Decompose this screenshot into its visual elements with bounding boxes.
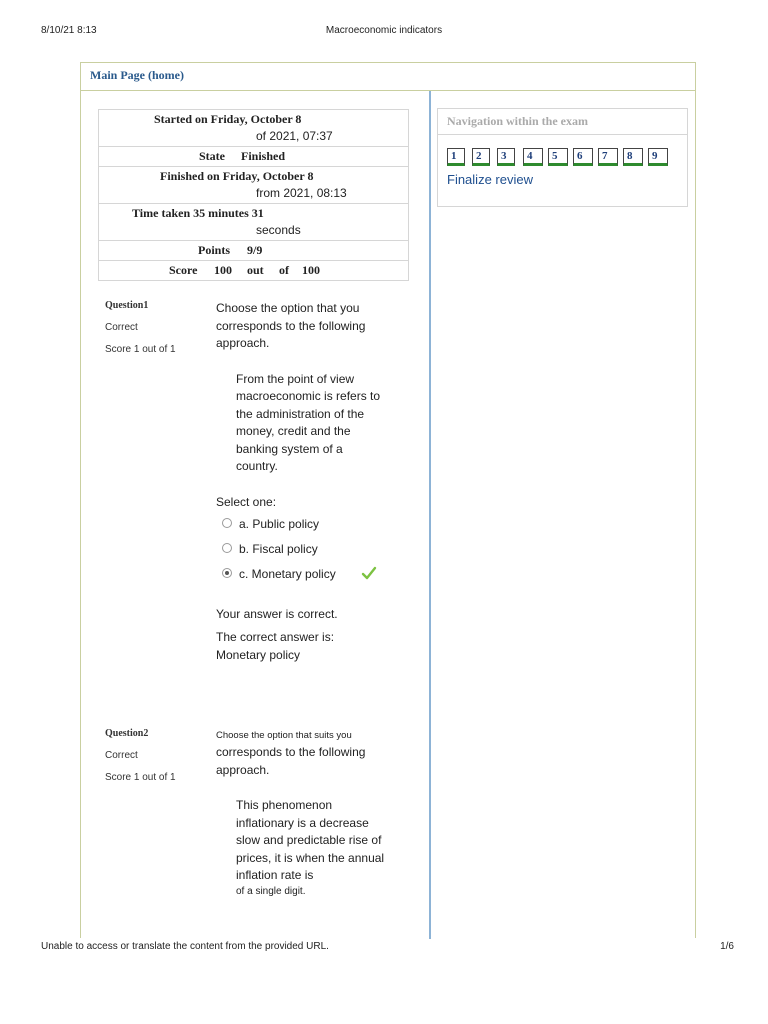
answer-option[interactable] — [216, 515, 386, 540]
navigation-title: Navigation within the exam — [438, 109, 687, 135]
attempt-summary-table — [98, 109, 409, 281]
nav-button-question-7[interactable]: 7 — [598, 148, 618, 166]
print-url: Unable to access or translate the content from the provided URL. — [41, 941, 329, 952]
quiz-review-frame — [80, 62, 696, 938]
points-value: 9/9 — [247, 243, 263, 257]
nav-button-question-9[interactable]: 9 — [648, 148, 668, 166]
started-label: Started on Friday, October 8 — [154, 112, 302, 126]
question-score: Score 1 out of 1 — [105, 344, 176, 355]
question-number: Question2 — [105, 728, 149, 739]
home-link[interactable]: Main Page (home) — [90, 68, 184, 82]
question-info — [105, 299, 176, 365]
question-status: Correct — [105, 322, 138, 333]
question-number: Question1 — [105, 300, 149, 311]
question-body — [216, 727, 386, 899]
print-page-number: 1/6 — [720, 941, 734, 952]
finished-label: Finished on Friday, October 8 — [160, 169, 314, 183]
started-value: of 2021, 07:37 — [256, 129, 333, 143]
summary-row-finished — [99, 167, 409, 204]
score-max: 100 — [302, 263, 320, 277]
summary-row-state — [99, 147, 409, 167]
question-score: Score 1 out of 1 — [105, 772, 176, 783]
option-label: c. Monetary policy — [239, 566, 336, 581]
question-text: From the point of view macroeconomic is refers to the administration of the money, credit and the banking system of a country. — [236, 371, 381, 473]
column-divider — [429, 91, 431, 939]
nav-button-question-3[interactable]: 3 — [497, 148, 515, 166]
answer-feedback: Your answer is correct. — [216, 606, 338, 621]
quiz-navigation-block — [437, 108, 688, 207]
score-label: Score — [169, 263, 198, 277]
summary-row-points — [99, 241, 409, 261]
question-prompt: corresponds to the following approach. — [216, 745, 366, 777]
summary-row-score — [99, 261, 409, 281]
radio-button[interactable] — [222, 518, 232, 528]
score-value: 100 — [214, 263, 232, 277]
print-title: Macroeconomic indicators — [325, 25, 443, 36]
score-of: of — [279, 263, 289, 277]
answer-option-selected[interactable] — [216, 565, 386, 590]
correct-check-icon — [361, 565, 377, 581]
correct-answer: The correct answer is: Monetary policy — [216, 630, 335, 662]
finalize-review-link[interactable]: Finalize review — [447, 172, 533, 187]
points-label: Points — [198, 243, 231, 257]
radio-button-checked[interactable] — [222, 568, 232, 578]
question-prompt-line: Choose the option that suits you — [216, 730, 352, 741]
question-status: Correct — [105, 750, 138, 761]
nav-button-question-4[interactable]: 4 — [523, 148, 543, 166]
question-body — [216, 300, 386, 664]
score-out: out — [247, 263, 264, 277]
select-one-label: Select one: — [216, 494, 277, 509]
summary-row-started — [99, 110, 409, 147]
answer-option[interactable] — [216, 540, 386, 565]
print-date: 8/10/21 8:13 — [41, 25, 97, 36]
finished-value: from 2021, 08:13 — [256, 186, 347, 200]
nav-button-question-2[interactable]: 2 — [472, 148, 490, 166]
question-text: This phenomenon inflationary is a decrease slow and predictable rise of prices, it is when the annual inflation rate is — [236, 798, 385, 882]
state-value: Finished — [241, 149, 286, 163]
page-header — [81, 63, 695, 91]
question-prompt: Choose the option that you corresponds to the following approach. — [216, 301, 366, 350]
radio-button[interactable] — [222, 543, 232, 553]
print-header — [0, 25, 768, 39]
state-label: State — [199, 149, 225, 163]
summary-row-time — [99, 204, 409, 241]
nav-button-question-5[interactable]: 5 — [548, 148, 568, 166]
time-taken-value: seconds — [256, 223, 301, 237]
option-label: a. Public policy — [239, 516, 320, 531]
option-label: b. Fiscal policy — [239, 541, 318, 556]
time-taken-label: Time taken 35 minutes 31 — [132, 206, 264, 220]
question-text-tail: of a single digit. — [236, 885, 306, 897]
question-info — [105, 727, 176, 793]
print-footer — [0, 941, 768, 955]
nav-button-question-1[interactable]: 1 — [447, 148, 465, 166]
nav-button-question-6[interactable]: 6 — [573, 148, 593, 166]
nav-button-question-8[interactable]: 8 — [623, 148, 643, 166]
